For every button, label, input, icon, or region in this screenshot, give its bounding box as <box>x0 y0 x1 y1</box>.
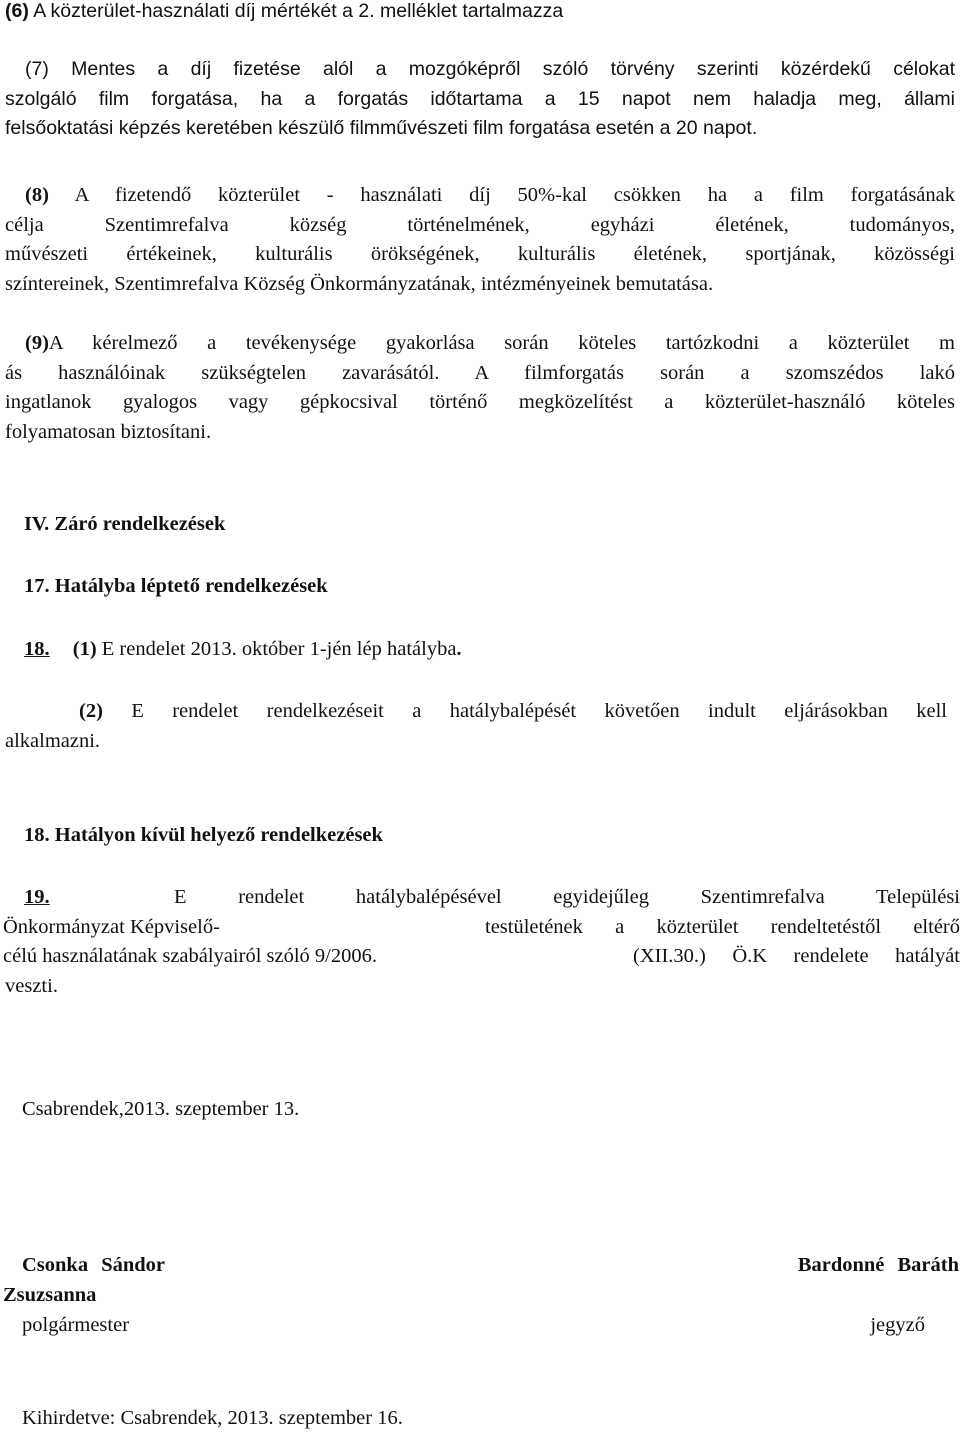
paragraph-number: (1) <box>72 638 97 660</box>
paragraph-number: (7) <box>25 58 49 80</box>
paragraph-line: színtereinek, Szentimrefalva Község Önkormányzatának, intézményeinek bemutatása. <box>5 272 714 295</box>
paragraph-line: szolgáló film forgatása, ha a forgatás időtartama a 15 napot nem haladja meg, állami <box>5 87 955 110</box>
paragraph-line: ingatlanok gyalogos vagy gépkocsival történő megközelítést a közterület-használó köteles <box>5 391 955 413</box>
paragraph-number: (9) <box>25 332 49 354</box>
paragraph-number: (2) <box>79 700 103 722</box>
section-18-paragraph-1: 18. (1) E rendelet 2013. október 1-jén lép hatályba. <box>24 638 462 660</box>
paragraph-7 <box>5 55 955 144</box>
section-heading: IV. Záró rendelkezések <box>24 513 226 535</box>
signature-left-title: polgármester <box>22 1314 130 1336</box>
paragraph-line: (2) E rendelet rendelkezéseit a hatálybalépését követően indult eljárásokban kell <box>79 700 947 722</box>
subsection-heading-18: 18. Hatályon kívül helyező rendelkezések <box>24 824 383 846</box>
paragraph-line: alkalmazni. <box>5 729 101 752</box>
paragraph-line: (8) A fizetendő közterület - használati díj 50%-kal csökken ha a film forgatásának <box>25 184 955 206</box>
signature-left-name: Csonka Sándor <box>22 1254 166 1276</box>
paragraph-line: folyamatosan biztosítani. <box>5 420 212 443</box>
paragraph-number: (6) <box>5 0 29 22</box>
paragraph-line: (9)A kérelmező a tevékenysége gyakorlása során köteles tartózkodni a közterület m <box>25 332 955 354</box>
signature-right-title: jegyző <box>870 1314 925 1336</box>
signature-left-name-continued: Zsuzsanna <box>3 1284 97 1306</box>
section-number: 19. <box>24 886 50 908</box>
paragraph-line: Önkormányzat Képviselő- testületének a közterület rendeltetéstől eltérő <box>3 915 960 938</box>
paragraph-8 <box>5 181 955 299</box>
paragraph-line: célja Szentimrefalva község történelmének, egyházi életének, tudományos, <box>5 213 955 236</box>
paragraph-9 <box>5 329 955 447</box>
paragraph-line: ás használóinak szükségtelen zavarásától. A filmforgatás során a szomszédos lakó <box>5 361 955 384</box>
subsection-heading-17: 17. Hatályba léptető rendelkezések <box>24 575 328 597</box>
paragraph-text: A közterület-használati díj mértékét a 2. melléklet tartalmazza <box>33 0 564 22</box>
section-number: 18. <box>24 638 50 660</box>
paragraph-number: (8) <box>25 184 49 206</box>
paragraph-line: célú használatának szabályairól szóló 9/2006. (XII.30.) Ö.K rendelete hatályát <box>3 945 960 967</box>
section-18-paragraph-2 <box>5 697 955 756</box>
place-and-date: Csabrendek,2013. szeptember 13. <box>22 1098 300 1120</box>
paragraph-line: felsőoktatási képzés keretében készülő filmművészeti film forgatása esetén a 20 napot. <box>5 117 758 139</box>
paragraph-line: művészeti értékeinek, kulturális örökségének, kulturális életének, sportjának, közösségi <box>5 243 955 265</box>
paragraph-6 <box>5 0 955 27</box>
signature-right-name: Bardonné Baráth <box>797 1254 959 1276</box>
paragraph-line: 19. E rendelet hatálybalépésével egyidejűleg Szentimrefalva Települési <box>5 883 955 913</box>
paragraph-line: veszti. <box>5 974 58 997</box>
announcement: Kihirdetve: Csabrendek, 2013. szeptember 16. <box>22 1407 403 1429</box>
section-19 <box>3 883 960 1001</box>
paragraph-line: (7) Mentes a díj fizetése alól a mozgóképről szóló törvény szerinti közérdekű célokat <box>25 58 955 80</box>
